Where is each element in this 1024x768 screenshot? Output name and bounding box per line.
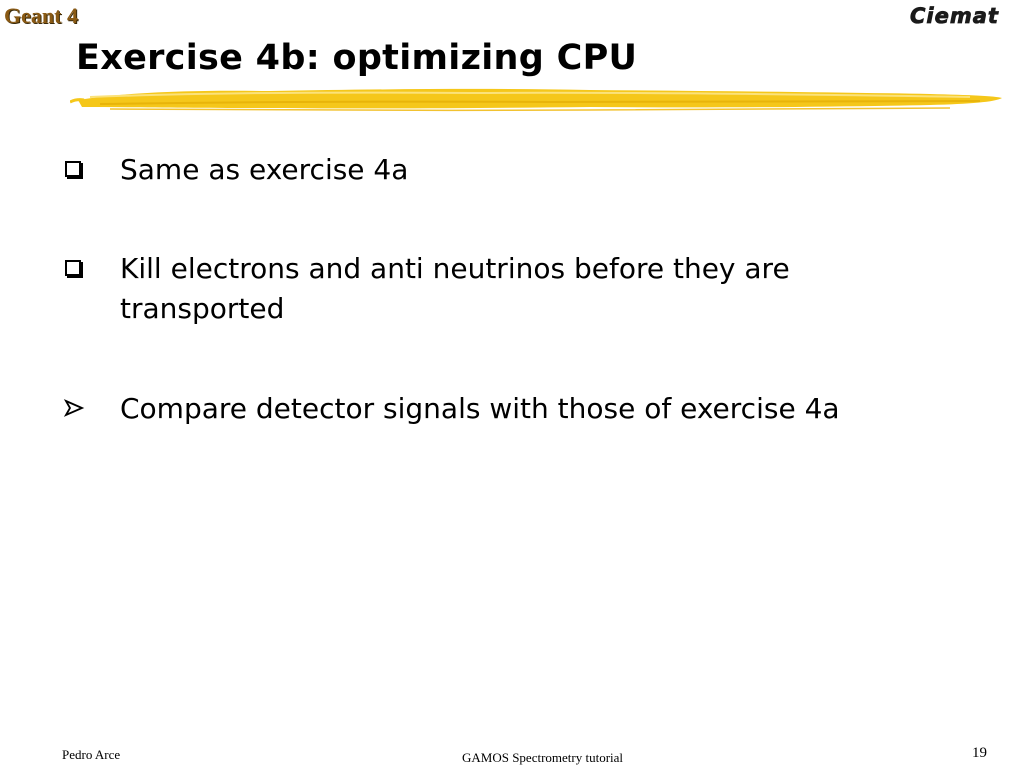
slide-title: Exercise 4b: optimizing CPU <box>76 38 638 78</box>
footer-title: GAMOS Spectrometry tutorial <box>462 750 624 765</box>
corner-label: Geant 4 <box>4 3 78 28</box>
footer-author: Pedro Arce <box>62 747 121 762</box>
bullet-text: Same as exercise 4a <box>120 153 409 186</box>
bullet-text: Kill electrons and anti neutrinos before they are transported <box>120 252 790 325</box>
logo-text: Ciemat <box>910 4 999 28</box>
page-number: 19 <box>972 745 987 761</box>
checkbox-icon <box>63 157 85 179</box>
arrowhead-icon <box>63 396 85 418</box>
checkbox-icon <box>63 256 85 278</box>
bullet-text: Compare detector signals with those of exercise 4a <box>120 392 840 425</box>
